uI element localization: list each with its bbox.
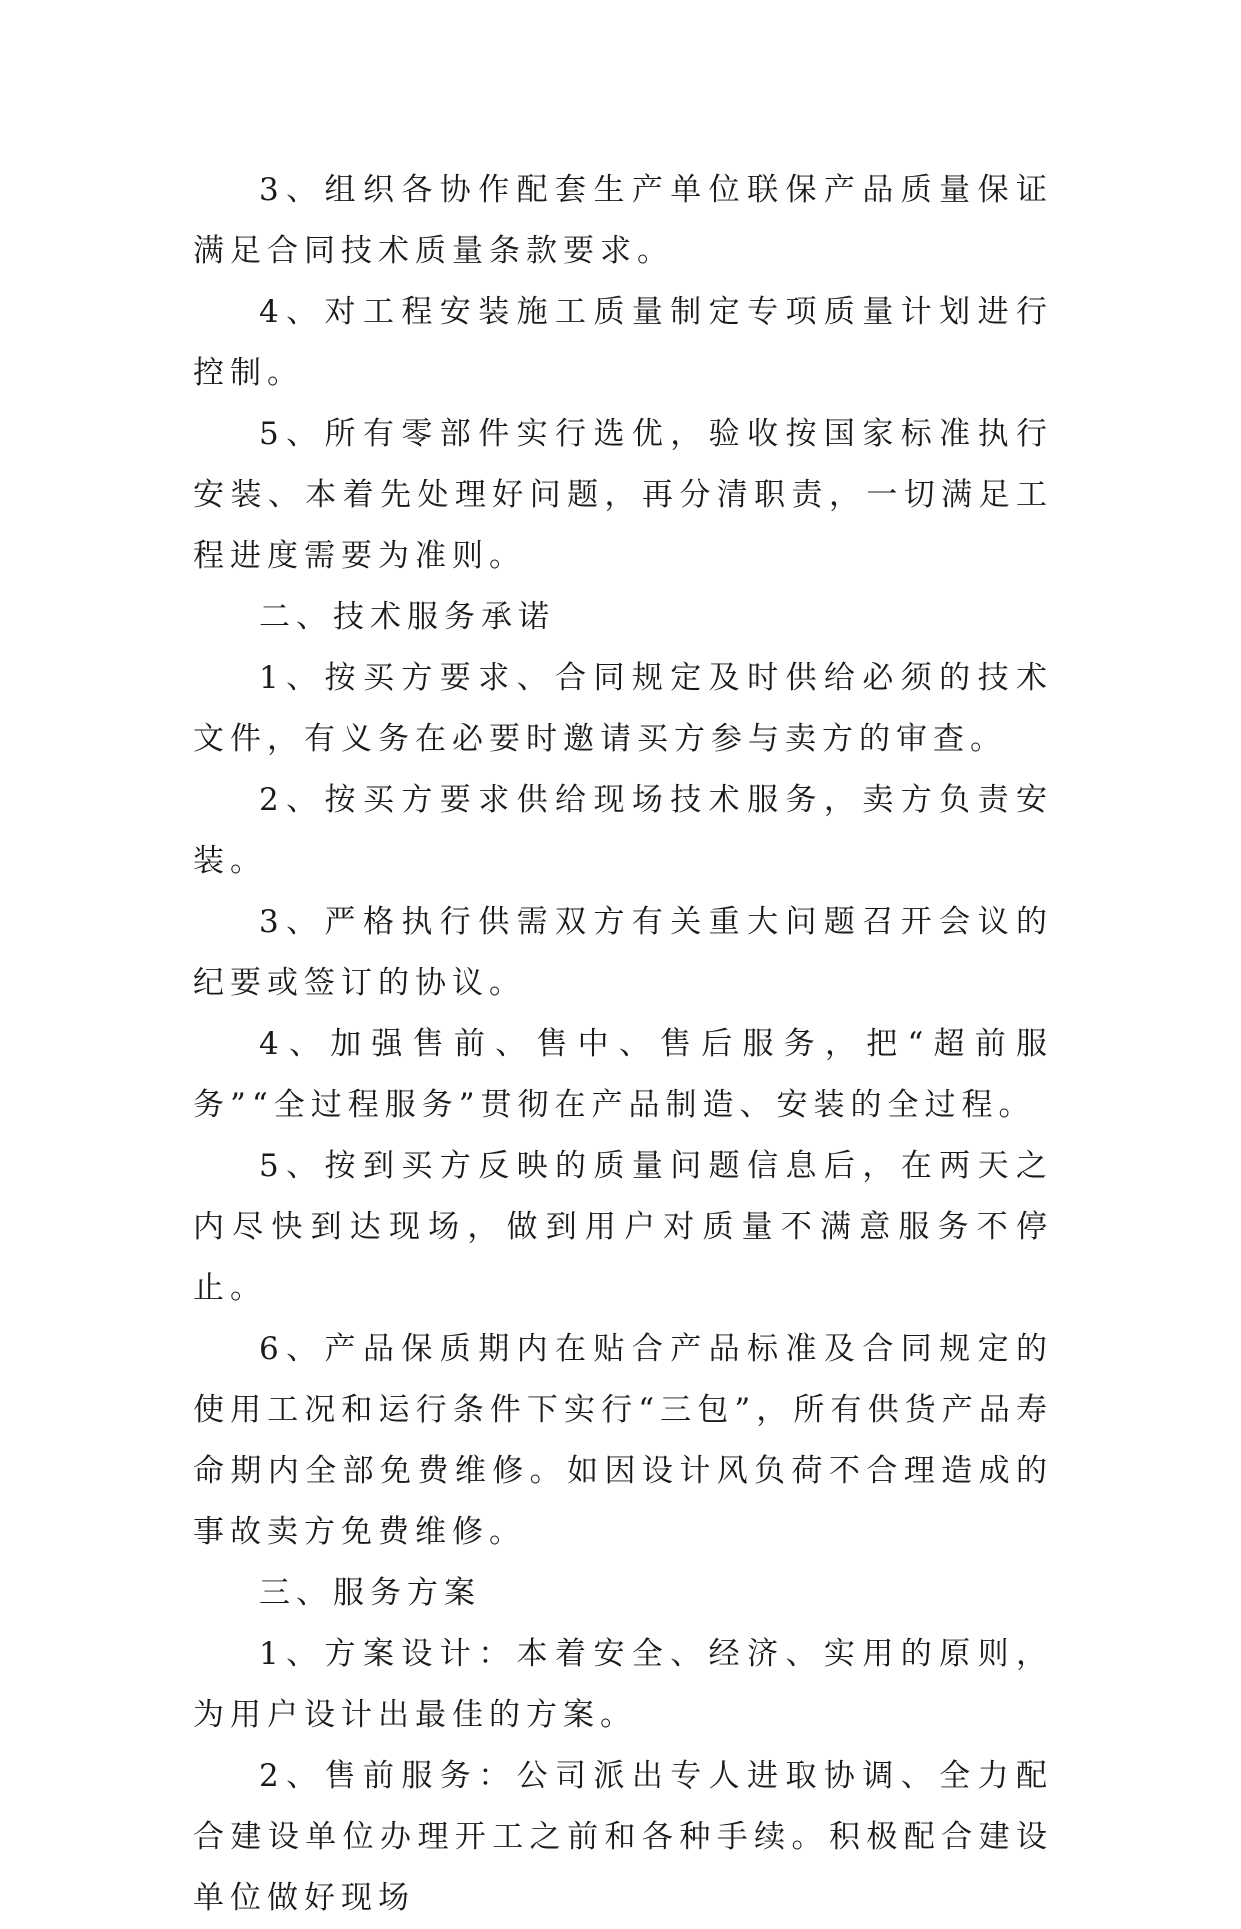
paragraph-item-6-service: 6、产品保质期内在贴合产品标准及合同规定的使用工况和运行条件下实行“三包”，所有供货产品寿命期内全部免费维修。如因设计风负荷不合理造成的事故卖方免费维修。 <box>193 1331 1053 1550</box>
paragraph-item-2-service: 2、按买方要求供给现场技术服务，卖方负责安装。 <box>193 782 1053 879</box>
paragraph-item-5-quality: 5、所有零部件实行选优，验收按国家标准执行安装、本着先处理好问题，再分清职责，一切满足工程进度需要为准则。 <box>193 416 1053 574</box>
paragraph-item-4-quality: 4、对工程安装施工质量制定专项质量计划进行控制。 <box>193 294 1053 391</box>
paragraph-item-4-service: 4、加强售前、售中、售后服务，把“超前服务”“全过程服务”贯彻在产品制造、安装的全过程。 <box>193 1026 1053 1123</box>
paragraph-item-3-quality: 3、组织各协作配套生产单位联保产品质量保证满足合同技术质量条款要求。 <box>193 172 1053 269</box>
paragraph-item-1-plan: 1、方案设计：本着安全、经济、实用的原则，为用户设计出最佳的方案。 <box>193 1636 1053 1733</box>
section-heading-service-plan: 三、服务方案 <box>259 1575 481 1611</box>
paragraph-item-3-service: 3、严格执行供需双方有关重大问题召开会议的纪要或签订的协议。 <box>193 904 1053 1001</box>
paragraph-item-5-service: 5、按到买方反映的质量问题信息后，在两天之内尽快到达现场，做到用户对质量不满意服务不停止。 <box>193 1148 1053 1306</box>
paragraph-item-2-plan: 2、售前服务：公司派出专人进取协调、全力配合建设单位办理开工之前和各种手续。积极配合建设单位做好现场 <box>193 1758 1053 1916</box>
section-heading-technical-service: 二、技术服务承诺 <box>259 599 555 635</box>
document-body <box>193 160 1053 1929</box>
paragraph-item-1-service: 1、按买方要求、合同规定及时供给必须的技术文件，有义务在必要时邀请买方参与卖方的审查。 <box>193 660 1053 757</box>
